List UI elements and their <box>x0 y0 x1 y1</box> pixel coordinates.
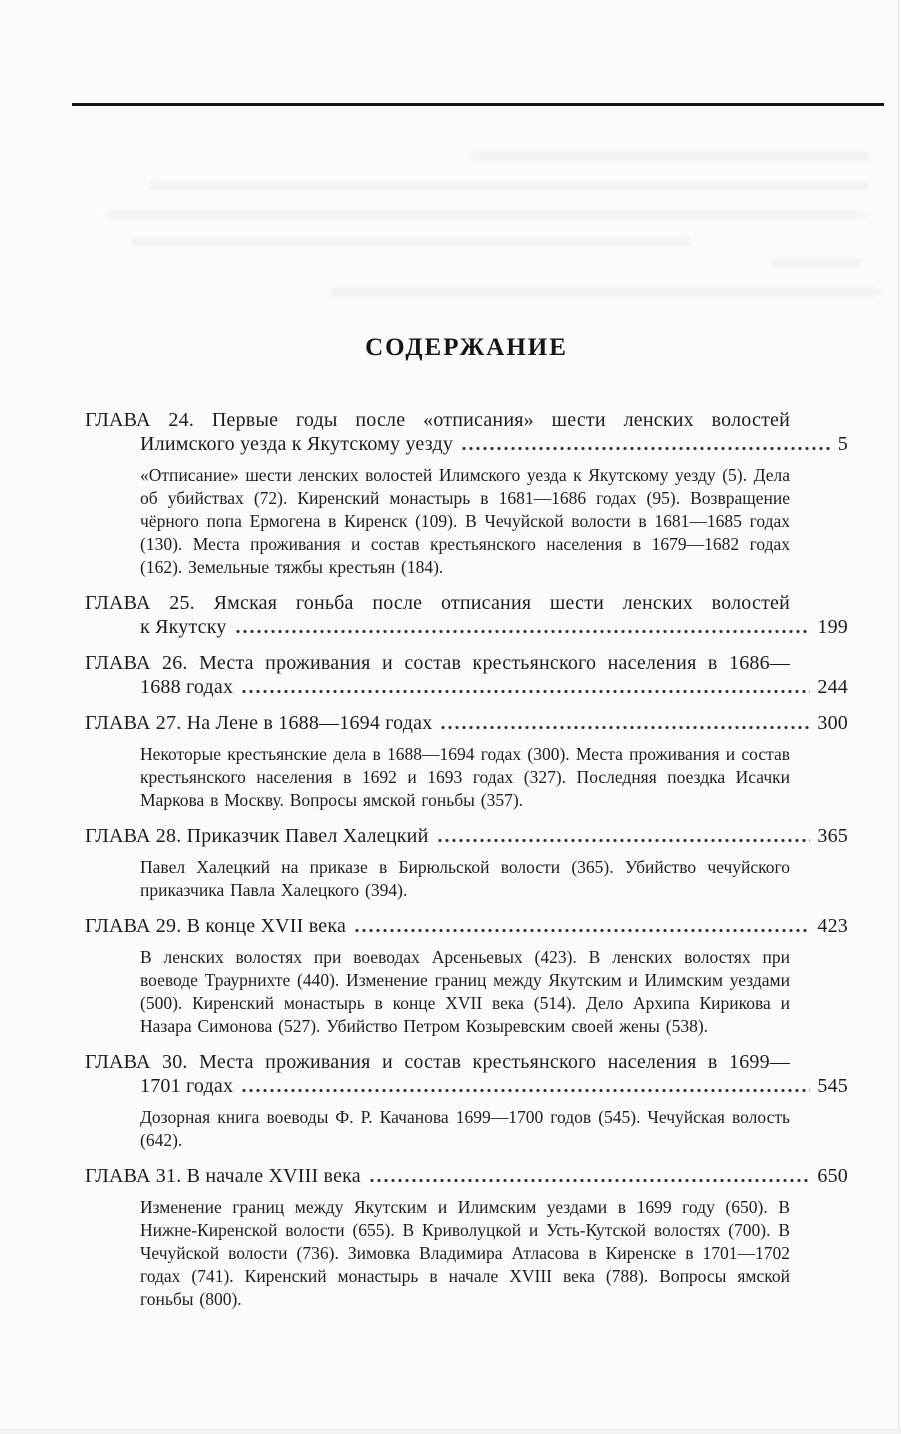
toc-entry-chapter-25 <box>85 591 848 639</box>
dot-leader <box>441 725 810 730</box>
toc-entry-chapter-31 <box>85 1164 848 1311</box>
chapter-title-text: ГЛАВА 31. В начале XVIII века <box>85 1165 361 1187</box>
page-number: 365 <box>817 825 848 847</box>
chapter-title-text: ГЛАВА 27. На Лене в 1688—1694 годах <box>85 712 433 734</box>
chapter-label: ГЛАВА 30. <box>85 1051 188 1073</box>
chapter-heading-row <box>85 432 848 456</box>
chapter-label: ГЛАВА 28. <box>85 825 182 847</box>
chapter-title-text: ГЛАВА 28. Приказчик Павел Халецкий <box>85 825 429 847</box>
chapter-label: ГЛАВА 27. <box>85 712 182 734</box>
page-number: 300 <box>817 712 848 734</box>
chapter-heading-line <box>85 591 848 615</box>
chapter-annotation: В ленских волостях при воеводах Арсеньевых (423). В ленских волостях при воеводе Траурнихте (440). Изменение границ между Якутским и Илимским уездами (500). Киренский монастырь в конце XVII века (514). Дело Архипа Кирикова и Назара Симонова (527). Убийство Петром Козыревским своей жены (538). <box>140 947 790 1036</box>
page-number: 199 <box>817 616 848 638</box>
chapter-label: ГЛАВА 24. <box>85 409 195 431</box>
toc-entry-chapter-24 <box>85 408 848 579</box>
chapter-label: ГЛАВА 25. <box>85 592 195 614</box>
dot-leader <box>370 1178 811 1183</box>
chapter-heading-row <box>85 615 848 639</box>
page-title: СОДЕРЖАНИЕ <box>365 334 568 361</box>
page-number: 5 <box>837 433 848 455</box>
chapter-annotation: Павел Халецкий на приказе в Бирюльской волости (365). Убийство чечуйского приказчика Павла Халецкого (394). <box>140 857 790 900</box>
chapter-annotation: Некоторые крестьянские дела в 1688—1694 годах (300). Места проживания и состав крестьянского населения в 1692 и 1693 годах (327). Последняя поездка Исачки Маркова в Москву. Вопросы ямской гоньбы (357). <box>140 744 790 810</box>
scan-edge-artifact <box>0 1429 901 1434</box>
chapter-annotation: Изменение границ между Якутским и Илимским уездами в 1699 году (650). В Нижне-Киренской волости (655). В Криволуцкой и Усть-Кутской волостях (700). В Чечуйской волости (736). Зимовка Владимира Атласова в Киренске в 1701—1702 годах (741). Киренский монастырь в начале XVIII века (788). Вопросы ямской гоньбы (800). <box>140 1197 790 1309</box>
chapter-annotation: «Отписание» шести ленских волостей Илимского уезда к Якутскому уезду (5). Дела об убийствах (72). Киренский монастырь в 1681—1686 годах (95). Возвращение чёрного попа Ермогена в Киренск (109). В Чечуйской волости в 1681—1685 годах (130). Места проживания и состав крестьянского населения в 1679—1682 годах (162). Земельные тяжбы крестьян (184). <box>140 465 790 577</box>
chapter-label: ГЛАВА 26. <box>85 652 188 674</box>
page-number: 244 <box>817 676 848 698</box>
chapter-title-text: Ямская гоньба после отписания шести ленских волостей <box>213 592 790 614</box>
dot-leader <box>242 1088 810 1093</box>
chapter-title-text: 1701 годах <box>140 1075 234 1097</box>
table-of-contents <box>85 334 848 1311</box>
chapter-heading-row <box>85 914 848 938</box>
chapter-heading-line <box>85 408 848 432</box>
chapter-heading-row <box>85 675 848 699</box>
toc-entry-chapter-27 <box>85 711 848 812</box>
chapter-title-text: к Якутску <box>140 616 227 638</box>
chapter-heading-row <box>85 1074 848 1098</box>
chapter-title-text: ГЛАВА 29. В конце XVII века <box>85 915 347 937</box>
toc-entry-chapter-28 <box>85 824 848 902</box>
chapter-title-text: Илимского уезда к Якутскому уезду <box>140 433 454 455</box>
dot-leader <box>242 689 810 694</box>
chapter-label: ГЛАВА 31. <box>85 1165 182 1187</box>
chapter-heading-row <box>85 1164 848 1188</box>
page-number: 423 <box>817 915 848 937</box>
page-number: 650 <box>817 1165 848 1187</box>
chapter-heading-row <box>85 711 848 735</box>
toc-entry-chapter-29 <box>85 914 848 1038</box>
scan-edge-artifact <box>898 0 899 1434</box>
chapter-title-text: Места проживания и состав крестьянского населения в 1686— <box>199 652 791 674</box>
dot-leader <box>355 928 810 933</box>
toc-entry-chapter-30 <box>85 1050 848 1152</box>
chapter-title-text: 1688 годах <box>140 676 234 698</box>
chapter-heading-line <box>85 1050 848 1074</box>
chapter-heading-line <box>85 651 848 675</box>
page-number: 545 <box>817 1075 848 1097</box>
dot-leader <box>438 838 811 843</box>
chapter-annotation: Дозорная книга воеводы Ф. Р. Качанова 1699—1700 годов (545). Чечуйская волость (642). <box>140 1107 790 1150</box>
dot-leader <box>462 446 831 451</box>
chapter-title-text: Места проживания и состав крестьянского населения в 1699— <box>199 1051 791 1073</box>
chapter-heading-row <box>85 824 848 848</box>
chapter-label: ГЛАВА 29. <box>85 915 182 937</box>
bleed-through-artifact <box>0 0 901 330</box>
dot-leader <box>236 629 811 634</box>
toc-entry-chapter-26 <box>85 651 848 699</box>
chapter-title-text: Первые годы после «отписания» шести ленских волостей <box>211 409 790 431</box>
top-rule-divider <box>72 103 884 106</box>
